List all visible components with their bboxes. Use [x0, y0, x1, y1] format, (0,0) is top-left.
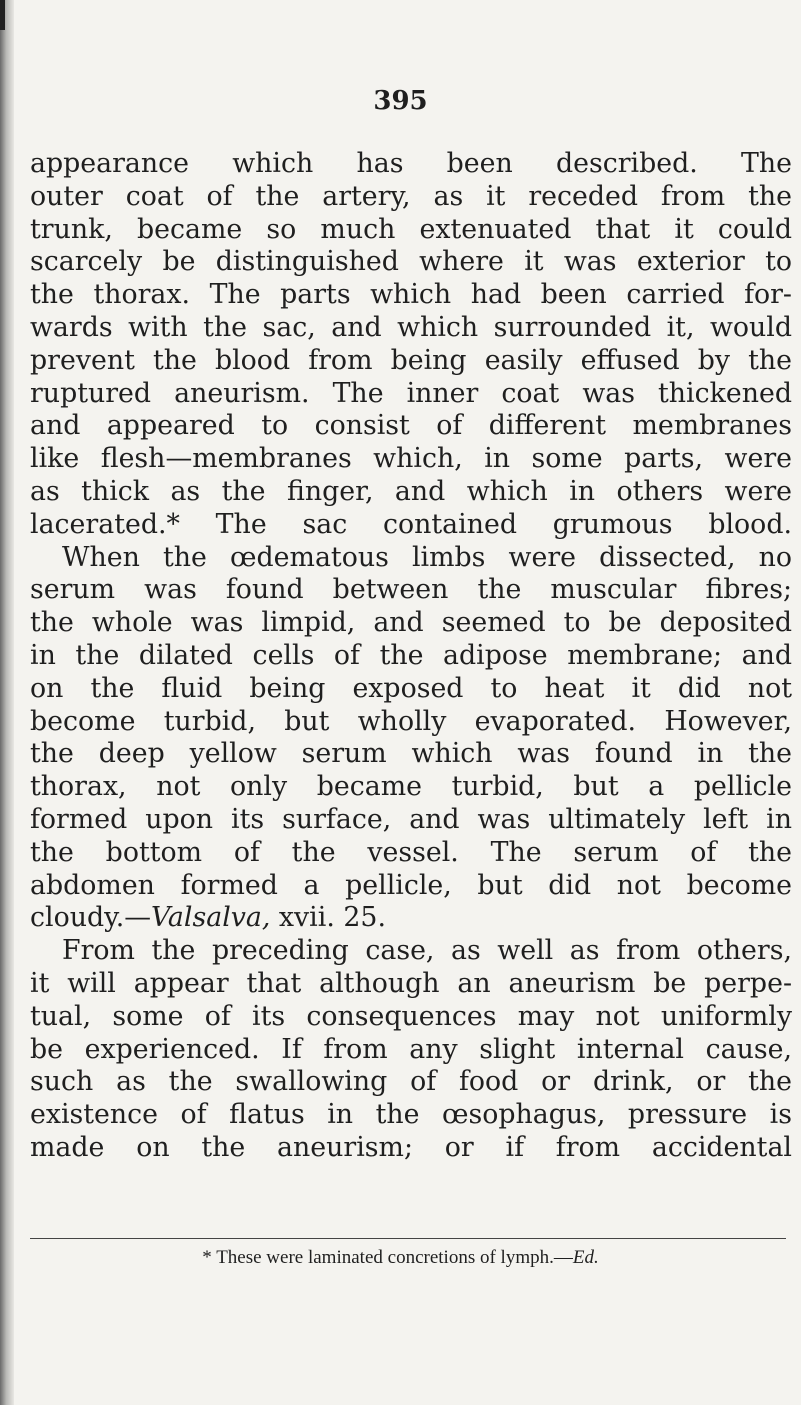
text-line: such as the swallowing of food or drink, or the — [30, 1066, 792, 1098]
footnote-rule — [30, 1238, 786, 1239]
body-text — [30, 148, 792, 1165]
book-spine-shadow — [0, 0, 14, 1405]
citation-prefix: cloudy.— — [30, 902, 152, 934]
text-line: made on the aneurism; or if from accidental — [30, 1131, 792, 1163]
text-line: the deep yellow serum which was found in the — [30, 738, 792, 770]
text-line: abdomen formed a pellicle, but did not become — [30, 869, 792, 901]
footnote-editor: Ed. — [572, 1247, 599, 1268]
text-line: be experienced. If from any slight internal cause, — [30, 1033, 792, 1065]
text-line: lacerated.* The sac contained grumous blood. — [30, 508, 792, 540]
spine-mark — [0, 0, 5, 30]
citation-author: Valsalva, — [151, 902, 271, 934]
text-line: the whole was limpid, and seemed to be deposited — [30, 607, 792, 639]
text-line: When the œdematous limbs were dissected, no — [62, 541, 792, 573]
text-line: scarcely be distinguished where it was exterior to — [30, 246, 792, 278]
text-line: formed upon its surface, and was ultimately left in — [30, 803, 792, 835]
text-line: outer coat of the artery, as it receded from the — [30, 180, 792, 212]
text-line: ruptured aneurism. The inner coat was thickened — [30, 377, 792, 409]
page-number: 395 — [373, 86, 428, 116]
footnote — [0, 1247, 801, 1269]
text-line: From the preceding case, as well as from others, — [62, 935, 792, 967]
text-line: it will appear that although an aneurism be perpe- — [30, 967, 792, 999]
text-line: wards with the sac, and which surrounded it, would — [30, 311, 792, 343]
text-line: appearance which has been described. The — [30, 148, 792, 179]
text-line: become turbid, but wholly evaporated. However, — [30, 705, 792, 737]
citation-ref: xvii. 25. — [270, 902, 386, 934]
text-line: tual, some of its consequences may not uniformly — [30, 1000, 792, 1032]
text-line: the thorax. The parts which had been carried for- — [30, 279, 792, 311]
text-line: as thick as the finger, and which in others were — [30, 475, 792, 507]
text-line: prevent the blood from being easily effused by the — [30, 344, 792, 376]
text-line: existence of flatus in the œsophagus, pressure is — [30, 1099, 792, 1131]
text-line: in the dilated cells of the adipose membrane; and — [30, 639, 792, 671]
citation-line — [30, 902, 792, 935]
text-line: like flesh—membranes which, in some parts, were — [30, 443, 792, 475]
text-line: serum was found between the muscular fibres; — [30, 574, 792, 606]
text-line: and appeared to consist of different membranes — [30, 410, 792, 442]
footnote-text: * These were laminated concretions of lymph.— — [202, 1247, 573, 1268]
text-line: thorax, not only became turbid, but a pellicle — [30, 771, 792, 803]
text-line: on the fluid being exposed to heat it did not — [30, 672, 792, 704]
text-line: the bottom of the vessel. The serum of the — [30, 836, 792, 868]
text-line: trunk, became so much extenuated that it could — [30, 213, 792, 245]
